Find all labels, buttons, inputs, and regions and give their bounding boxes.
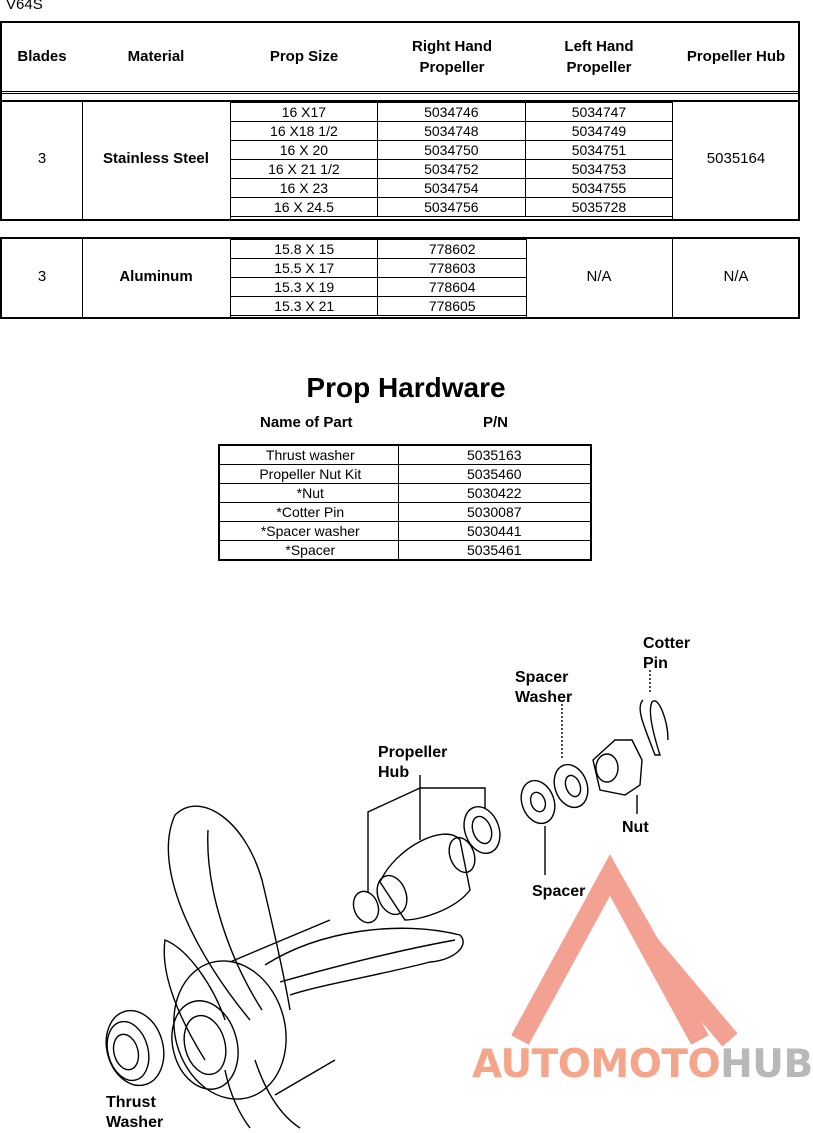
size-cell: 15.3 X 19	[231, 278, 378, 297]
size-cell: 15.3 X 21	[231, 297, 378, 316]
left-hand-cell: 5035728	[525, 198, 672, 217]
header-hub: Propeller Hub	[686, 48, 786, 65]
table-row	[231, 179, 673, 198]
label-thrust-washer-line1: Thrust	[106, 1094, 156, 1111]
left-hand-cell: 5034747	[525, 103, 672, 122]
header-double-rule-2	[0, 93, 800, 94]
hardware-table	[218, 444, 592, 561]
header-right-hand-line2: Propeller	[419, 59, 485, 76]
table-row	[231, 297, 527, 316]
aluminum-material: Aluminum	[119, 268, 193, 285]
table-row	[219, 541, 591, 561]
right-hand-cell: 778604	[378, 278, 527, 297]
part-number-cell: 5030422	[398, 484, 591, 503]
table-row	[231, 122, 673, 141]
header-blades: Blades	[17, 48, 67, 65]
part-number-cell: 5035163	[398, 445, 591, 465]
label-propeller-hub-line1: Propeller	[378, 744, 448, 761]
part-name-cell: *Nut	[219, 484, 398, 503]
right-hand-cell: 5034754	[377, 179, 525, 198]
watermark-text	[472, 1042, 813, 1087]
part-number-cell: 5030087	[398, 503, 591, 522]
watermark-text-part2: HUB	[720, 1042, 813, 1087]
aluminum-blades: 3	[37, 268, 47, 285]
header-material: Material	[127, 48, 185, 65]
watermark-logo	[500, 850, 760, 1050]
hardware-col-name: Name of Part	[260, 414, 353, 431]
table-row	[219, 503, 591, 522]
part-name-cell: *Spacer	[219, 541, 398, 561]
table-row	[231, 160, 673, 179]
cotter-pin-part	[640, 700, 668, 755]
header-right-hand-line1: Right Hand	[412, 38, 492, 55]
aluminum-hub: N/A	[723, 268, 749, 285]
hardware-col-pn: P/N	[483, 414, 509, 431]
label-nut: Nut	[622, 819, 649, 836]
size-cell: 16 X 23	[231, 179, 378, 198]
left-hand-cell: 5034749	[525, 122, 672, 141]
label-thrust-washer-line2: Washer	[106, 1114, 164, 1131]
label-spacer-washer-line2: Washer	[515, 689, 573, 706]
propeller-blade-upper	[168, 806, 290, 1020]
size-cell: 15.8 X 15	[231, 240, 378, 259]
aluminum-left-hand: N/A	[586, 268, 612, 285]
table-row	[219, 445, 591, 465]
size-cell: 16 X 24.5	[231, 198, 378, 217]
left-hand-cell: 5034753	[525, 160, 672, 179]
header-left-hand-line1: Left Hand	[564, 38, 634, 55]
table-row	[231, 103, 673, 122]
label-spacer: Spacer	[532, 883, 586, 900]
label-thrust-washer	[106, 1093, 163, 1133]
left-hand-cell: 5034755	[525, 179, 672, 198]
right-hand-cell: 5034756	[377, 198, 525, 217]
part-name-cell: Propeller Nut Kit	[219, 465, 398, 484]
propeller-blade-lower	[164, 940, 225, 1060]
size-cell: 15.5 X 17	[231, 259, 378, 278]
right-hand-cell: 5034752	[377, 160, 525, 179]
table-row	[231, 278, 527, 297]
header-left-hand	[526, 36, 672, 78]
right-hand-cell: 778603	[378, 259, 527, 278]
table-row	[231, 141, 673, 160]
label-spacer-washer	[515, 668, 572, 708]
stainless-blades: 3	[37, 150, 47, 167]
part-name-cell: Thrust washer	[219, 445, 398, 465]
part-name-cell: *Cotter Pin	[219, 503, 398, 522]
label-cotter-pin	[643, 634, 690, 674]
right-hand-cell: 778602	[378, 240, 527, 259]
label-cotter-pin-line2: Pin	[643, 655, 668, 672]
table-row	[231, 259, 527, 278]
table-row	[231, 240, 527, 259]
part-number-cell: 5035461	[398, 541, 591, 561]
table-row	[219, 484, 591, 503]
aluminum-sizes-table	[230, 239, 527, 316]
label-cotter-pin-line1: Cotter	[643, 635, 691, 652]
hardware-title: Prop Hardware	[306, 372, 506, 403]
size-cell: 16 X 20	[231, 141, 378, 160]
header-double-rule	[0, 91, 800, 92]
header-right-hand	[378, 36, 526, 78]
table-row	[219, 465, 591, 484]
label-propeller-hub	[378, 743, 447, 783]
left-hand-cell: 5034751	[525, 141, 672, 160]
table-row	[219, 522, 591, 541]
right-hand-cell: 5034746	[377, 103, 525, 122]
stainless-sizes-table	[230, 102, 673, 217]
stainless-hub: 5035164	[706, 150, 766, 167]
part-number-cell: 5035460	[398, 465, 591, 484]
hub-ring	[458, 802, 506, 859]
right-hand-cell: 778605	[378, 297, 527, 316]
stainless-material: Stainless Steel	[103, 150, 209, 167]
table-row	[231, 198, 673, 217]
size-cell: 16 X17	[231, 103, 378, 122]
label-spacer-washer-line1: Spacer	[515, 669, 569, 686]
label-propeller-hub-line2: Hub	[378, 764, 410, 781]
header-left-hand-line2: Propeller	[566, 59, 632, 76]
right-hand-cell: 5034750	[377, 141, 525, 160]
right-hand-cell: 5034748	[377, 122, 525, 141]
size-cell: 16 X 21 1/2	[231, 160, 378, 179]
model-code: V64S	[6, 0, 43, 13]
header-prop-size: Prop Size	[269, 48, 339, 65]
thrust-washer-part	[98, 1004, 172, 1092]
size-cell: 16 X18 1/2	[231, 122, 378, 141]
part-name-cell: *Spacer washer	[219, 522, 398, 541]
propeller-blade-right	[265, 928, 463, 995]
part-number-cell: 5030441	[398, 522, 591, 541]
watermark-text-part1: AUTOMOTO	[472, 1042, 721, 1087]
